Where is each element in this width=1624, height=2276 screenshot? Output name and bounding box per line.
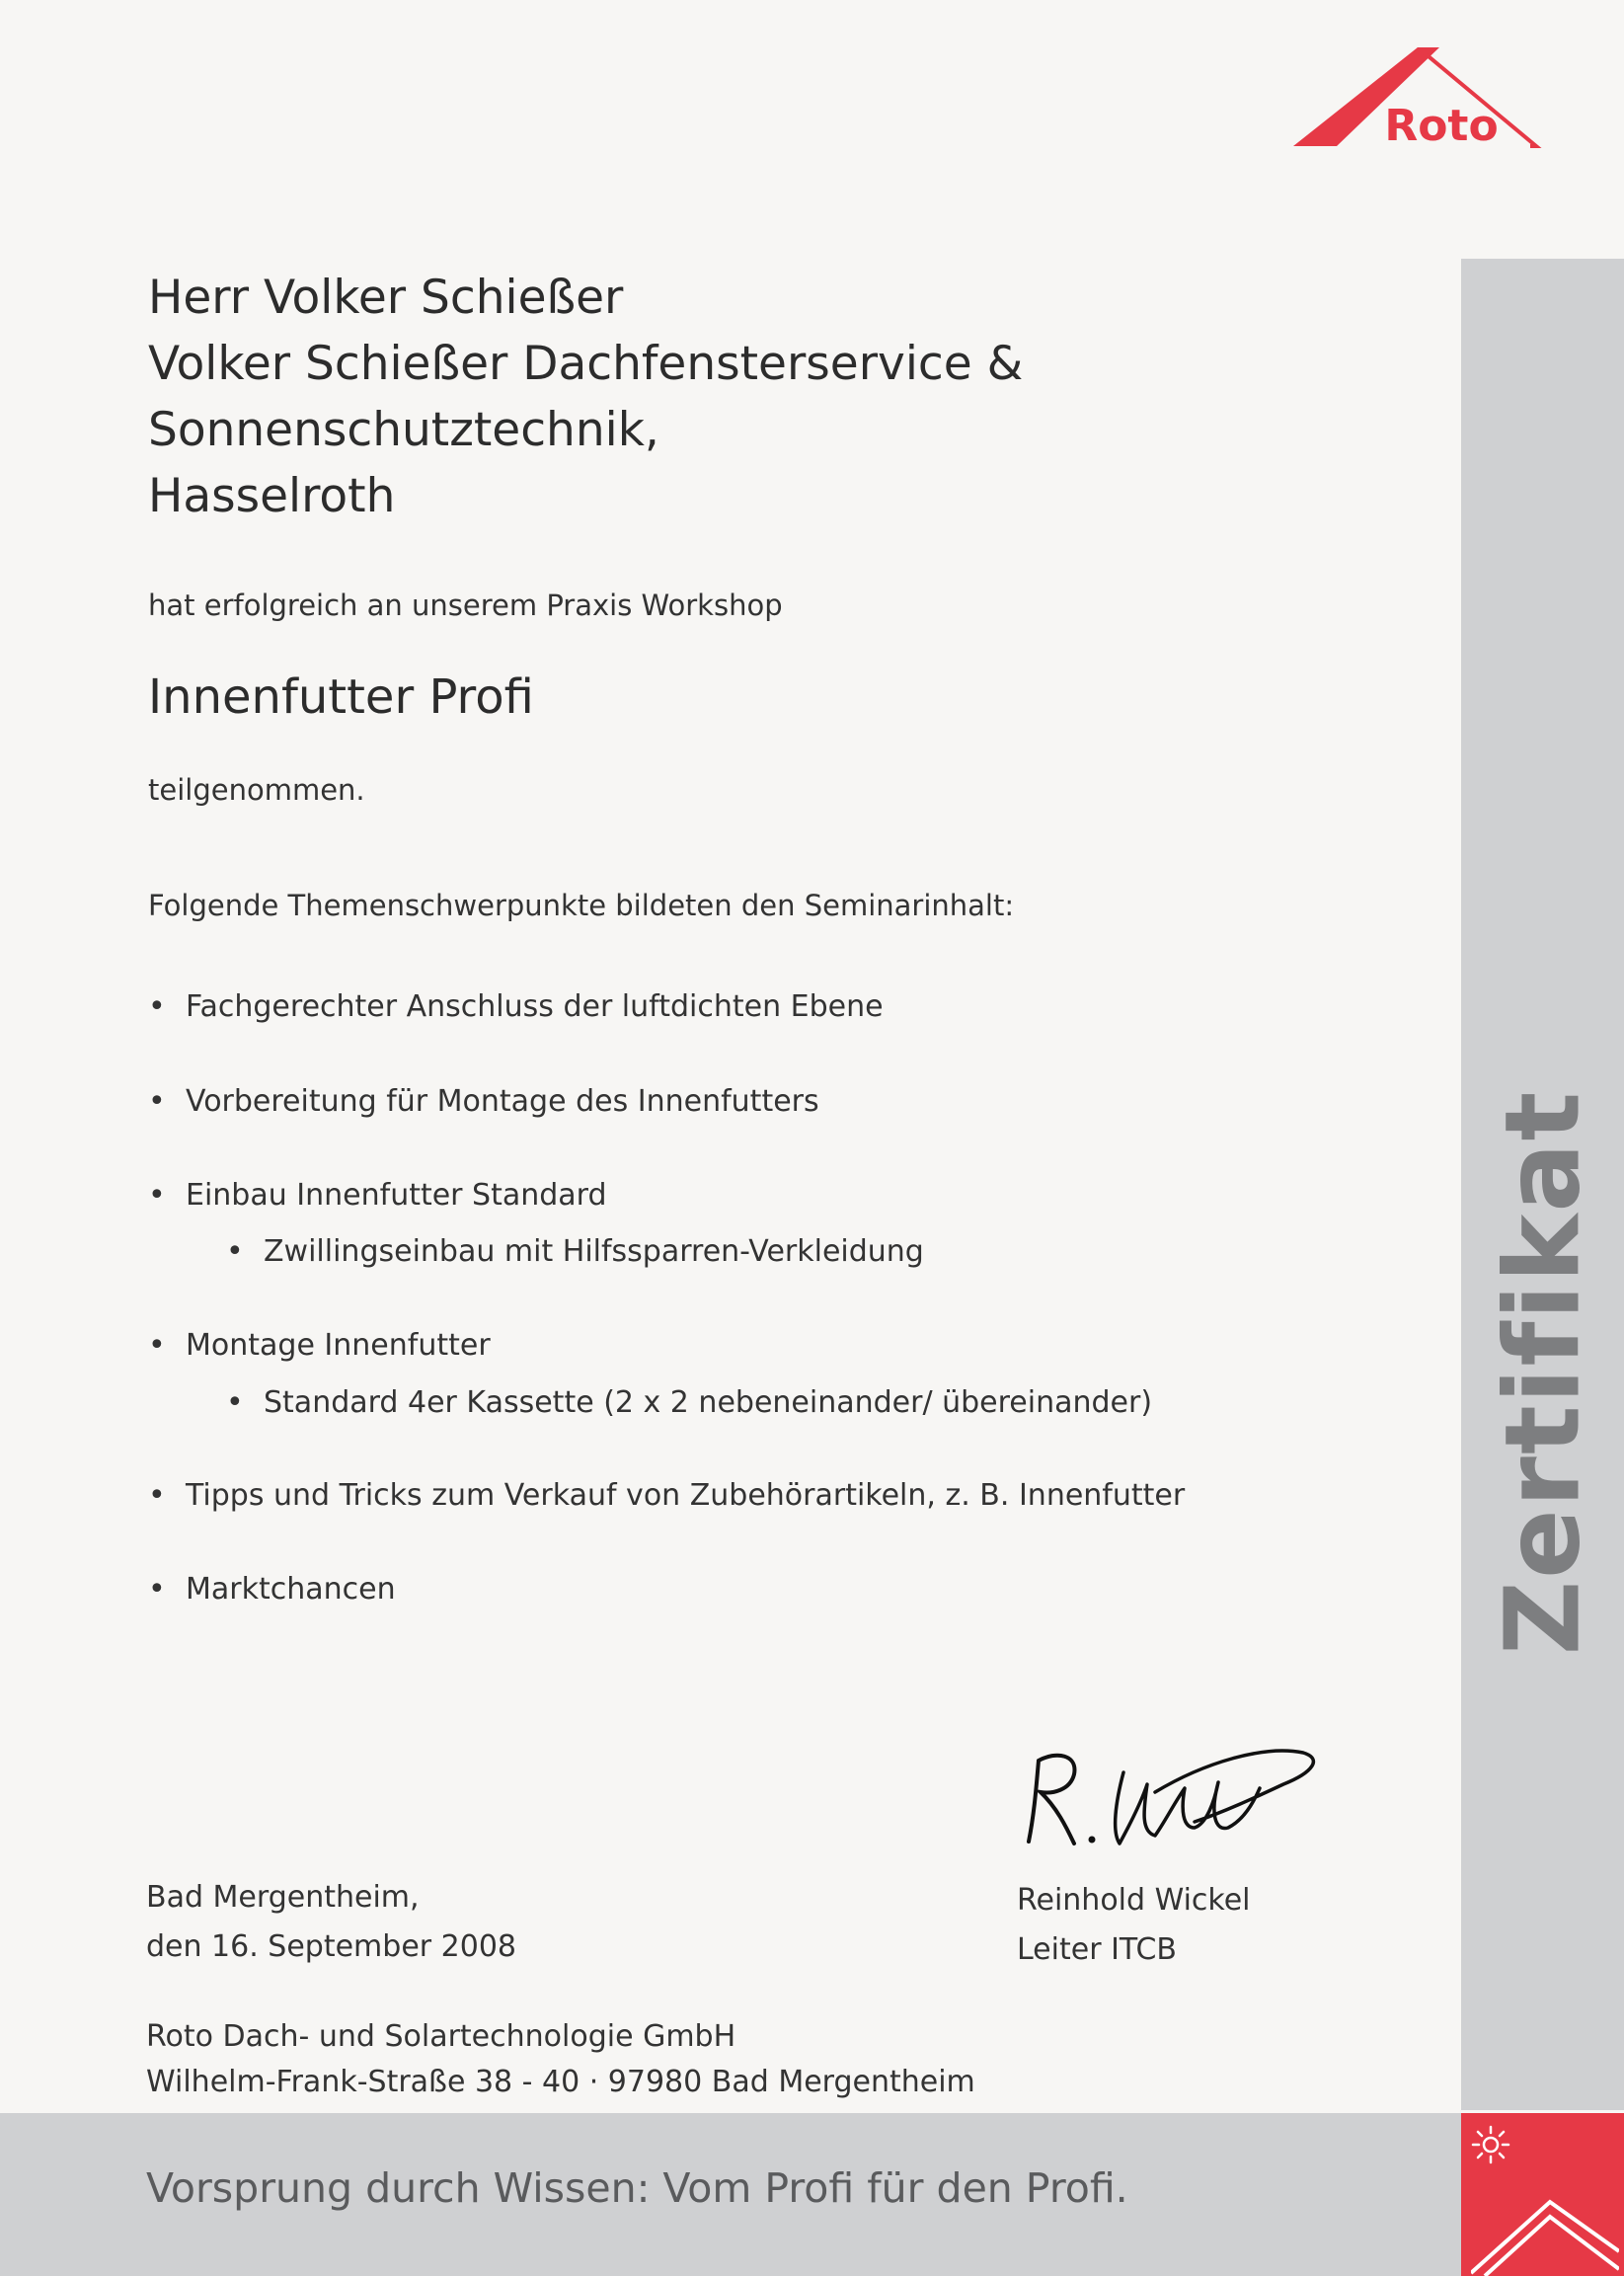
topic-item xyxy=(148,1572,396,1607)
date-text: den 16. September 2008 xyxy=(146,1929,516,1964)
recipient-line: Sonnenschutztechnik, xyxy=(148,403,659,457)
company-address: Wilhelm-Frank-Straße 38 - 40 · 97980 Bad Mergentheim xyxy=(146,2065,975,2099)
topic-item xyxy=(148,989,884,1024)
roof-outline-icon xyxy=(1471,2182,1619,2276)
bullet-icon: • xyxy=(226,1234,244,1269)
signer-title: Leiter ITCB xyxy=(1017,1932,1178,1967)
signature-image xyxy=(1017,1733,1333,1861)
topic-text: Vorbereitung für Montage des Innenfutters xyxy=(186,1084,819,1119)
bullet-icon: • xyxy=(148,989,166,1024)
topic-item xyxy=(148,1178,607,1213)
topic-text: Montage Innenfutter xyxy=(186,1328,491,1363)
subtopic-item xyxy=(226,1234,924,1269)
topic-item xyxy=(148,1084,819,1119)
topic-text: Einbau Innenfutter Standard xyxy=(186,1178,607,1213)
topic-text: Standard 4er Kassette (2 x 2 nebeneinander/ übereinander) xyxy=(264,1385,1153,1420)
recipient-line: Herr Volker Schießer xyxy=(148,271,624,325)
topic-text: Tipps und Tricks zum Verkauf von Zubehörartikeln, z. B. Innenfutter xyxy=(186,1478,1186,1513)
tagline: Vorsprung durch Wissen: Vom Profi für den Profi. xyxy=(146,2164,1128,2212)
topic-item xyxy=(148,1478,1186,1513)
bullet-icon: • xyxy=(148,1328,166,1363)
recipient-block xyxy=(148,265,1023,529)
participated-text: teilgenommen. xyxy=(148,773,365,807)
bullet-icon: • xyxy=(148,1178,166,1213)
topics-heading: Folgende Themenschwerpunkte bildeten den Seminarinhalt: xyxy=(148,889,1015,922)
topic-text: Marktchancen xyxy=(186,1572,396,1607)
bullet-icon: • xyxy=(148,1084,166,1119)
side-title: Zertifikat xyxy=(1482,1089,1603,1655)
recipient-line: Hasselroth xyxy=(148,469,396,523)
bottom-band xyxy=(0,2113,1461,2276)
place-date-block xyxy=(146,1873,516,1972)
bullet-icon: • xyxy=(148,1478,166,1513)
roto-logo-icon xyxy=(1293,47,1542,150)
topic-text: Zwillingseinbau mit Hilfssparren-Verkleidung xyxy=(264,1234,924,1269)
topic-item xyxy=(148,1328,491,1363)
subtopic-item xyxy=(226,1385,1153,1420)
sun-icon xyxy=(1471,2125,1510,2164)
bullet-icon: • xyxy=(148,1572,166,1607)
company-name: Roto Dach- und Solartechnologie GmbH xyxy=(146,2019,736,2054)
logo-text: Roto xyxy=(1384,101,1499,150)
signer-name: Reinhold Wickel xyxy=(1017,1883,1251,1918)
company-block xyxy=(146,2014,975,2105)
topic-text: Fachgerechter Anschluss der luftdichten Ebene xyxy=(186,989,884,1024)
intro-text: hat erfolgreich an unserem Praxis Workshop xyxy=(148,589,783,622)
signer-block xyxy=(1017,1876,1251,1975)
course-title: Innenfutter Profi xyxy=(148,669,534,725)
bullet-icon: • xyxy=(226,1385,244,1420)
side-title-wrapper xyxy=(1461,259,1624,2110)
recipient-line: Volker Schießer Dachfensterservice & xyxy=(148,337,1024,391)
place-text: Bad Mergentheim, xyxy=(146,1880,420,1915)
